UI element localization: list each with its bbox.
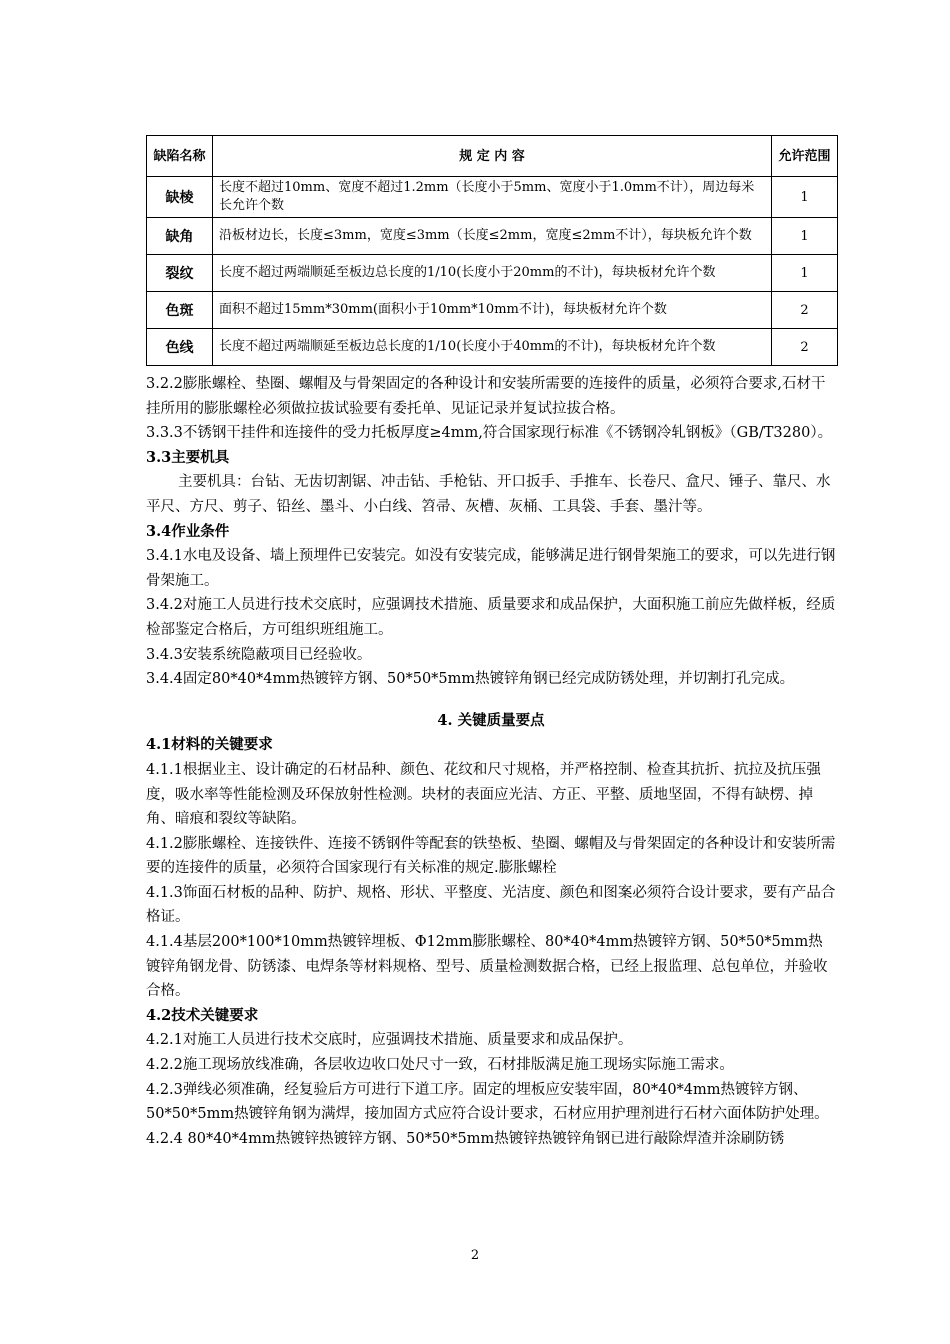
table-row [147,329,838,366]
defect-allowance: 1 [772,255,838,292]
defect-name: 色斑 [147,292,213,329]
defect-content: 长度不超过两端顺延至板边总长度的1/10(长度小于20mm的不计)，每块板材允许个数 [213,255,772,292]
table-row [147,292,838,329]
header-content: 规 定 内 容 [213,136,772,177]
section-title-4: 4. 关键质量要点 [437,711,545,729]
header-allowance: 允许范围 [772,136,838,177]
table-row [147,177,838,218]
paragraph-4-2-4: 4.2.4 80*40*4mm热镀锌热镀锌方钢、50*50*5mm热镀锌热镀锌角钢已进行敲除焊渣并涂刷防锈 [146,1130,785,1147]
header-defect-name: 缺陷名称 [147,136,213,177]
heading-3-3: 3.3主要机具 [146,448,230,466]
defect-content: 沿板材边长，长度≤3mm，宽度≤3mm（长度≤2mm，宽度≤2mm不计），每块板允许个数 [213,218,772,255]
table-row [147,218,838,255]
defect-table [146,135,838,366]
paragraph-4-1-2: 4.1.2膨胀螺栓、连接铁件、连接不锈钢件等配套的铁垫板、垫圈、螺帽及与骨架固定的各种设计和安装所需要的连接件的质量，必须符合国家现行有关标准的规定.膨胀螺栓 [146,835,836,877]
defect-name: 色线 [147,329,213,366]
paragraph-3-4-1: 3.4.1水电及设备、墙上预埋件已安装完。如没有安装完成，能够满足进行钢骨架施工的要求，可以先进行钢骨架施工。 [146,548,836,589]
paragraph-3-3-3: 3.3.3不锈钢干挂件和连接件的受力托板厚度≥4mm,符合国家现行标准《不锈钢冷轧钢板》（GB/T3280）。 [146,425,833,442]
defect-name: 裂纹 [147,255,213,292]
paragraph-3-3-tools: 主要机具：台钻、无齿切割锯、冲击钻、手枪钻、开口扳手、手推车、长卷尺、盒尺、锤子、靠尺、水平尺、方尺、剪子、铅丝、墨斗、小白线、笤帚、灰槽、灰桶、工具袋、手套、墨汁等。 [146,474,831,515]
document-page [146,135,836,1151]
paragraph-4-2-2: 4.2.2施工现场放线准确，各层收边收口处尺寸一致，石材排版满足施工现场实际施工需求。 [146,1057,734,1074]
paragraph-4-1-4: 4.1.4基层200*100*10mm热镀锌埋板、Φ12mm膨胀螺栓、80*40*4mm热镀锌方钢、50*50*5mm热镀锌角钢龙骨、防锈漆、电焊条等材料规格、型号、质量检测数据合格，已经上报监理、总包单位，并验收合格。 [146,934,828,1000]
defect-content: 长度不超过10mm、宽度不超过1.2mm（长度小于5mm、宽度小于1.0mm不计），周边每米长允许个数 [213,177,772,218]
defect-content: 长度不超过两端顺延至板边总长度的1/10(长度小于40mm的不计)，每块板材允许个数 [213,329,772,366]
paragraph-4-2-1: 4.2.1对施工人员进行技术交底时，应强调技术措施、质量要求和成品保护。 [146,1032,633,1049]
page-number: 2 [470,1248,480,1263]
heading-3-4: 3.4作业条件 [146,522,230,540]
paragraph-4-2-3: 4.2.3弹线必须准确，经复验后方可进行下道工序。固定的埋板应安装牢固，80*40*4mm热镀锌方钢、50*50*5mm热镀锌角钢为满焊，接加固方式应符合设计要求，石材应用护理剂进行石材六面体防护处理。 [146,1081,829,1123]
table-row [147,255,838,292]
paragraph-4-1-1: 4.1.1根据业主、设计确定的石材品种、颜色、花纹和尺寸规格，并严格控制、检查其抗折、抗拉及抗压强度，吸水率等性能检测及环保放射性检测。块材的表面应光洁、方正、平整、质地坚固，不得有缺楞、掉角、暗痕和裂纹等缺陷。 [146,761,821,828]
defect-allowance: 1 [772,177,838,218]
defect-allowance: 2 [772,329,838,366]
heading-4-1: 4.1材料的关键要求 [146,736,273,754]
table-header-row [147,136,838,177]
heading-4-2: 4.2技术关键要求 [146,1006,259,1024]
paragraph-3-2-2: 3.2.2膨胀螺栓、垫圈、螺帽及与骨架固定的各种设计和安装所需要的连接件的质量，必须符合要求,石材干挂所用的膨胀螺栓必须做拉拔试验要有委托单、见证记录并复试拉拔合格。 [146,376,826,417]
defect-name: 缺棱 [147,177,213,218]
defect-content: 面积不超过15mm*30mm(面积小于10mm*10mm不计)，每块板材允许个数 [213,292,772,329]
defect-allowance: 2 [772,292,838,329]
paragraph-3-4-4: 3.4.4固定80*40*4mm热镀锌方钢、50*50*5mm热镀锌角钢已经完成防锈处理，并切割打孔完成。 [146,671,795,688]
defect-name: 缺角 [147,218,213,255]
body-text [146,372,836,1151]
paragraph-3-4-2: 3.4.2对施工人员进行技术交底时，应强调技术措施、质量要求和成品保护，大面积施工前应先做样板，经质检部鉴定合格后，方可组织班组施工。 [146,597,836,638]
paragraph-3-4-3: 3.4.3安装系统隐蔽项目已经验收。 [146,646,372,663]
defect-allowance: 1 [772,218,838,255]
paragraph-4-1-3: 4.1.3饰面石材板的品种、防护、规格、形状、平整度、光洁度、颜色和图案必须符合设计要求，要有产品合格证。 [146,884,836,926]
